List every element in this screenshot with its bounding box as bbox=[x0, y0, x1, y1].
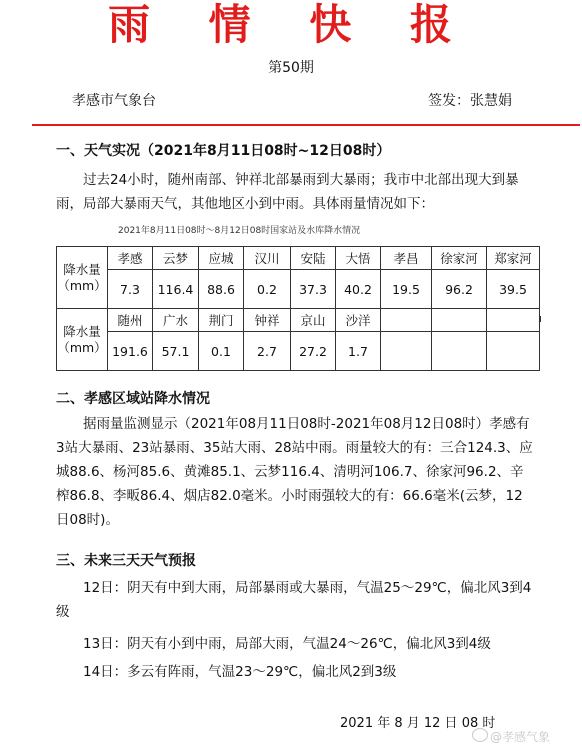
rain-value: 96.2 bbox=[432, 270, 487, 309]
precip-label: 降水量（mm） bbox=[57, 309, 108, 371]
rain-value: 7.3 bbox=[108, 270, 153, 309]
section3-heading: 三、未来三天天气预报 bbox=[56, 553, 196, 569]
rain-value: 116.4 bbox=[153, 270, 199, 309]
table-caption: 2021年8月11日08时～8月12日08时国家站及水库降水情况 bbox=[118, 226, 361, 236]
rain-value: 191.6 bbox=[108, 332, 153, 371]
station-name: 云梦 bbox=[153, 247, 199, 270]
rain-value: 19.5 bbox=[381, 270, 432, 309]
issue-number: 第50期 bbox=[268, 60, 314, 76]
station-name: 安陆 bbox=[291, 247, 336, 270]
watermark: @孝感气象 bbox=[490, 730, 551, 744]
station-name: 随州 bbox=[108, 309, 153, 332]
header-divider bbox=[32, 124, 580, 126]
signer: 签发：张慧娟 bbox=[428, 93, 512, 109]
section1-heading: 一、天气实况（2021年8月11日08时~12日08时） bbox=[56, 143, 391, 159]
rain-value: 37.3 bbox=[291, 270, 336, 309]
station-name: 钟祥 bbox=[244, 309, 291, 332]
rain-value: 39.5 bbox=[487, 270, 540, 309]
rain-value: 0.2 bbox=[244, 270, 291, 309]
rain-value: 88.6 bbox=[199, 270, 244, 309]
issuing-station: 孝感市气象台 bbox=[72, 93, 156, 109]
issue-date: 2021 年 8 月 12 日 08 时 bbox=[340, 716, 496, 731]
station-name: 孝昌 bbox=[381, 247, 432, 270]
rain-value: 27.2 bbox=[291, 332, 336, 371]
section2-heading: 二、孝感区域站降水情况 bbox=[56, 391, 210, 407]
rain-value bbox=[381, 332, 432, 371]
rain-value: 2.7 bbox=[244, 332, 291, 371]
rain-value bbox=[487, 332, 540, 371]
station-name: 孝感 bbox=[108, 247, 153, 270]
table-row bbox=[57, 332, 540, 371]
station-name: 荆门 bbox=[199, 309, 244, 332]
table-row bbox=[57, 247, 540, 270]
station-name: 郑家河 bbox=[487, 247, 540, 270]
station-name: 徐家河 bbox=[432, 247, 487, 270]
table-edge-mark bbox=[540, 316, 541, 322]
station-name: 沙洋 bbox=[336, 309, 381, 332]
rain-value: 0.1 bbox=[199, 332, 244, 371]
rainfall-table bbox=[56, 246, 540, 371]
report-title: 雨 情 快 报 bbox=[108, 0, 474, 49]
station-name: 应城 bbox=[199, 247, 244, 270]
rain-value bbox=[432, 332, 487, 371]
weibo-logo-icon bbox=[472, 728, 488, 742]
rain-value: 40.2 bbox=[336, 270, 381, 309]
table-row bbox=[57, 270, 540, 309]
station-name: 大悟 bbox=[336, 247, 381, 270]
section2-paragraph: 据雨量监测显示（2021年08月11日08时-2021年08月12日08时）孝感有3站大暴雨、23站暴雨、35站大雨、28站中雨。雨量较大的有：三合124.3、应城88.6、杨河85.6、黄滩85.1、云梦116.4、清明河106.7、徐家河96.2、辛榨86.8、李畈86.4、烟店82.0毫米。小时雨强较大的有：66.6毫米(云梦，12日08时)。 bbox=[56, 416, 533, 528]
station-name bbox=[381, 309, 432, 332]
station-name: 汉川 bbox=[244, 247, 291, 270]
rain-value: 1.7 bbox=[336, 332, 381, 371]
station-name bbox=[432, 309, 487, 332]
section1-paragraph: 过去24小时，随州南部、钟祥北部暴雨到大暴雨；我市中北部出现大到暴雨，局部大暴雨天气，其他地区小到中雨。具体雨量情况如下： bbox=[56, 172, 519, 212]
station-name: 广水 bbox=[153, 309, 199, 332]
precip-label: 降水量（mm） bbox=[57, 247, 108, 309]
station-name: 京山 bbox=[291, 309, 336, 332]
rain-value: 57.1 bbox=[153, 332, 199, 371]
forecast-day12: 12日：阴天有中到大雨，局部暴雨或大暴雨，气温25～29℃，偏北风3到4级 bbox=[56, 580, 532, 620]
forecast-day14: 14日：多云有阵雨，气温23～29℃，偏北风2到3级 bbox=[83, 664, 397, 680]
station-name bbox=[487, 309, 540, 332]
forecast-day13: 13日：阴天有小到中雨，局部大雨，气温24～26℃，偏北风3到4级 bbox=[83, 636, 491, 652]
table-row bbox=[57, 309, 540, 332]
